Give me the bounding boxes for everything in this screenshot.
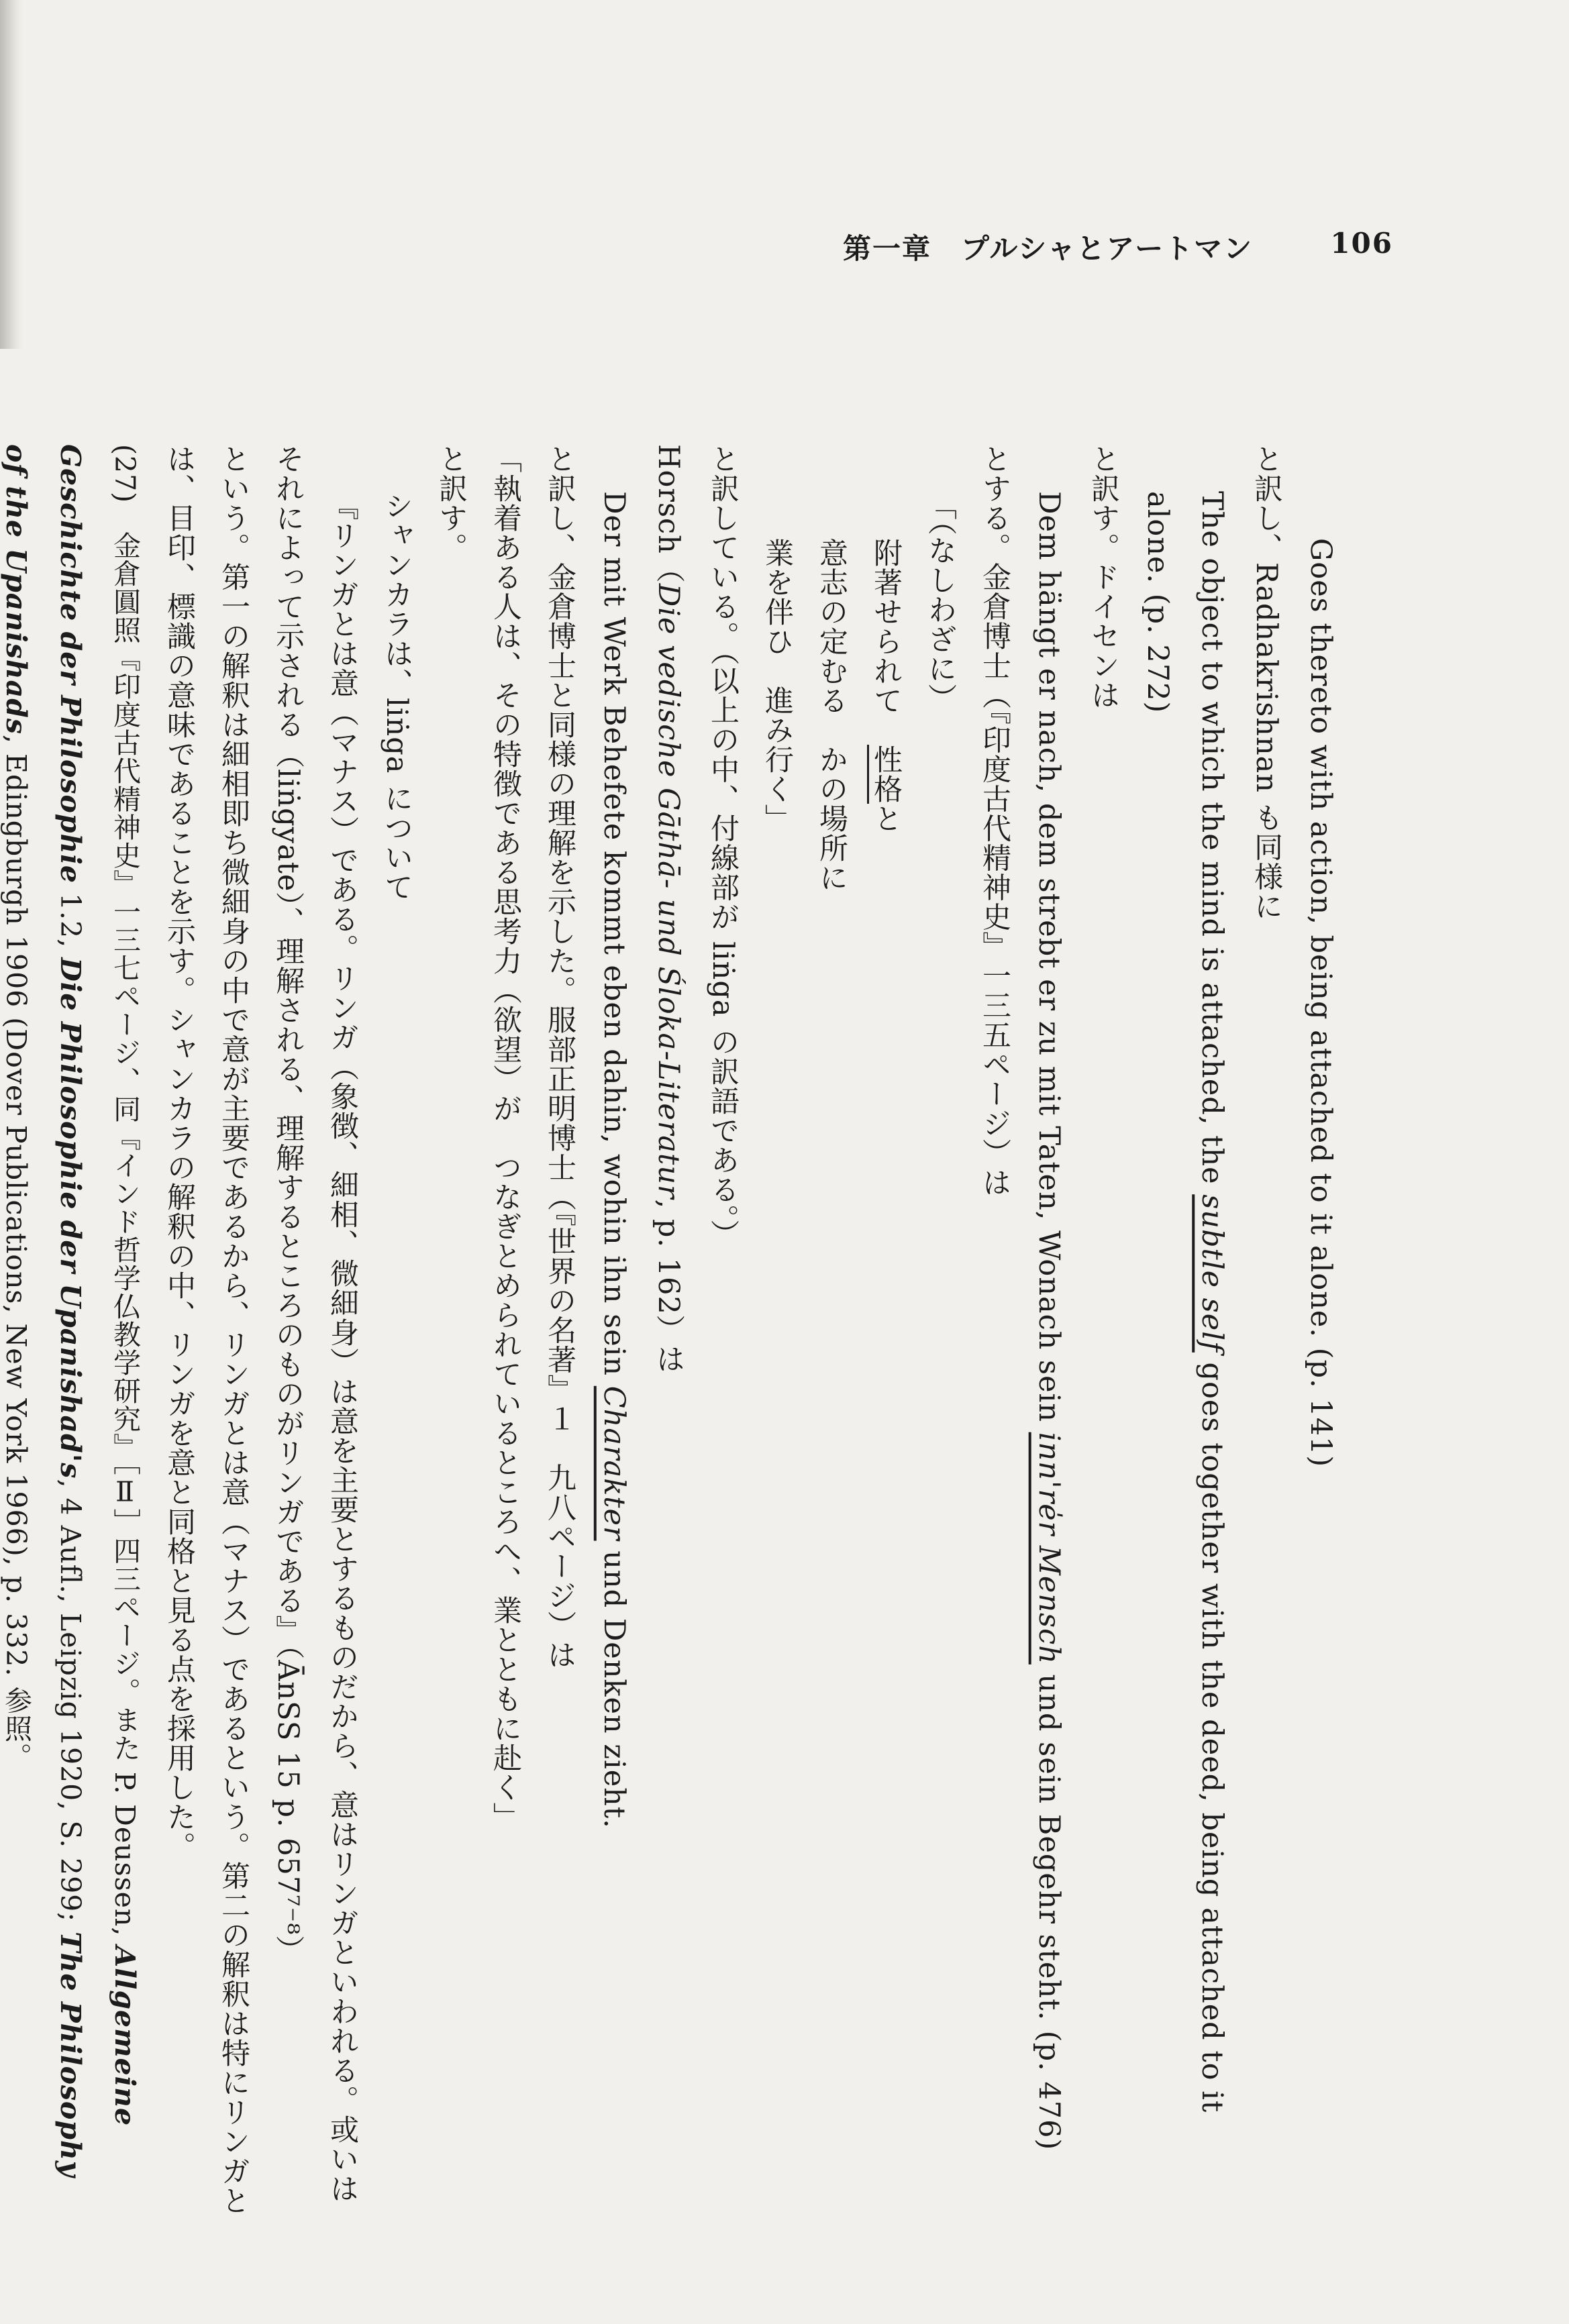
text-line: それによって示される（liṅgyate）、理解される、理解するところのものがリンガである』（ĀnSS 15 p. 657⁷⁻⁸） xyxy=(271,444,305,1965)
italic-title: Allgemeine xyxy=(109,1946,141,2127)
italic-title: Die vedische Gāthā- und Śloka-Literatur xyxy=(652,583,685,1200)
italic-title: Die Philosophie der Upanishad's xyxy=(54,957,87,1479)
text-line: Dem hängt er nach, dem strebt er zu mit Taten, Wonach sein inn're̍r Mensch und sein Begehr steht. (p. 476) xyxy=(1032,491,1066,2151)
text-line: Horsch（Die vedische Gāthā- und Śloka-Literatur, p. 162）は xyxy=(652,444,685,1374)
running-head xyxy=(843,227,1393,267)
text-line: 『リンガとは意（マナス）である。リンガ（象徴、細相、微細身）は意を主要とするものだから、意はリンガといわれる。或いは xyxy=(325,491,359,2203)
vertical-text-body xyxy=(0,444,1348,2215)
text-line: と訳す。ドイセンは xyxy=(1086,444,1120,710)
text-line: と訳し、Radhakrishnan も同様に xyxy=(1250,444,1283,921)
sidelined-term: 性格 xyxy=(867,745,903,804)
text-line: 「（なしわざに） xyxy=(923,491,957,713)
text-line: The object to which the mind is attached, the subtle self goes together with the deed, being attached to it xyxy=(1195,491,1229,2113)
verse-line: 意志の定むる かの場所に xyxy=(815,538,848,892)
text-line: と訳す。 xyxy=(434,444,468,562)
text-line: と訳し、金倉博士と同様の理解を示した。服部正明博士（『世界の名著』１ 九八ページ）は xyxy=(543,444,576,1670)
footnote-line: of the Upanishads, Edingburgh 1906 (Dover Publications, New York 1966), p. 332. 参照。 xyxy=(0,444,32,1771)
underlined-term: inn're̍r Mensch xyxy=(1032,1432,1066,1665)
text-line: と訳している。（以上の中、付線部が liṅga の訳語である。） xyxy=(706,444,740,1249)
footnote-line: (27) 金倉圓照『印度古代精神史』一三七ページ、同『インド哲学仏教学研究』［Ⅱ］四三ページ。また P. Deussen, Allgemeine xyxy=(109,444,141,2127)
text-line: シャンカラは、liṅga について xyxy=(380,491,413,902)
page-number: 106 xyxy=(1330,227,1393,260)
text-line: は、目印、標識の意味であることを示す。シャンカラの解釈の中、リンガを意と同格と見る点を採用した。 xyxy=(162,444,196,1861)
underlined-term: Charakter xyxy=(597,1385,631,1541)
verse-line: 附著せられて 性格と xyxy=(858,444,913,2121)
text-line: とする。金倉博士（『印度古代精神史』一三五ページ）は xyxy=(978,444,1011,1198)
italic-title: of the Upanishads xyxy=(0,444,32,735)
text-line: 「執着ある人は、その特徴である思考力（欲望）が つなぎとめられているところへ、業とともに赴く」 xyxy=(489,444,522,1832)
italic-title: Geschichte der Philosophie xyxy=(54,444,87,884)
text-line: alone. (p. 272) xyxy=(1141,491,1174,714)
page-edge-shadow xyxy=(0,0,23,349)
italic-title: The Philosophy xyxy=(54,1932,87,2178)
text-line: Der mit Werk Behefete kommt eben dahin, wohin ihn sein Charakter und Denken zieht. xyxy=(597,491,631,1829)
chapter-title: 第一章 プルシャとアートマン xyxy=(843,232,1254,265)
text-line: という。第一の解釈は細相即ち微細身の中で意が主要であるから、リンガとは意（マナス）であるという。第二の解釈は特にリンガと xyxy=(217,444,250,2215)
text-line: Goes thereto with action, being attached to it alone. (p. 141) xyxy=(1304,538,1337,1468)
underlined-term: subtle self xyxy=(1195,1194,1229,1353)
verse-line: 業を伴ひ 進み行く」 xyxy=(760,538,794,833)
footnote-line: Geschichte der Philosophie 1.2, Die Philosophie der Upanishad's, 4 Aufl., Leipzig 1920, S. 299; The Philosophy xyxy=(54,444,87,2178)
